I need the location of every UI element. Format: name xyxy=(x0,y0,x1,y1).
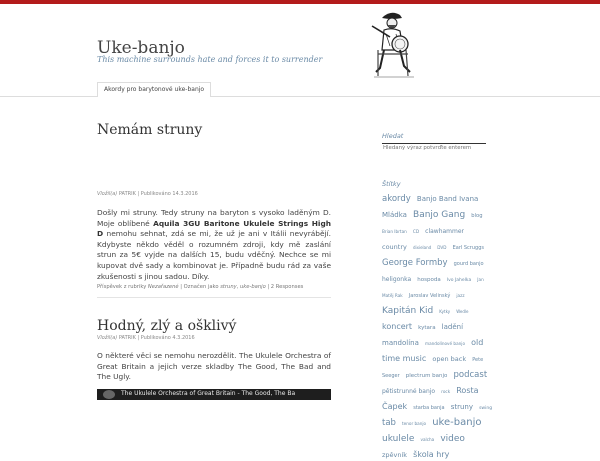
tag-cloud-item[interactable]: rock xyxy=(441,389,451,394)
tag-cloud-item[interactable]: tenor banjo xyxy=(402,421,427,426)
tag-cloud-item[interactable]: Wedle xyxy=(456,309,469,314)
tag-cloud-item[interactable]: ladění xyxy=(441,323,464,331)
tag-cloud-item[interactable]: Jan Matěj Rak xyxy=(382,277,484,298)
tag-cloud-item[interactable]: clawhammer xyxy=(425,228,465,235)
post-meta xyxy=(97,335,195,341)
post-date[interactable]: 14.3.2016 xyxy=(172,191,198,197)
tag-cloud-item[interactable]: Banjo Gang xyxy=(413,210,466,220)
tag-cloud-item[interactable]: CD xyxy=(412,229,420,234)
meta-prefix: Vložil(a) xyxy=(97,191,118,197)
tag-cloud xyxy=(382,188,494,460)
tag-cloud-item[interactable]: Kytky xyxy=(439,309,451,314)
video-title[interactable]: The Ukulele Orchestra of Great Britain - The Good, The Ba xyxy=(121,390,296,397)
banjo-player-illustration xyxy=(366,6,426,80)
tag-cloud-item[interactable]: DVD xyxy=(437,245,447,250)
tag-cloud-item[interactable]: struny xyxy=(450,403,473,411)
post-body xyxy=(97,208,331,282)
tag-cloud-item[interactable]: valcha xyxy=(420,437,435,442)
post-title-hodny-zly-osklivy[interactable]: Hodný, zlý a ošklivý xyxy=(97,318,237,334)
tag-cloud-item[interactable]: Rosta Čapek xyxy=(382,386,479,411)
post-title-nemam-struny[interactable]: Nemám struny xyxy=(97,122,203,138)
tag-cloud-item[interactable]: open back xyxy=(432,355,467,363)
responses-link[interactable]: | 2 Responses xyxy=(267,284,304,290)
tag-cloud-item[interactable]: starba banja xyxy=(413,405,445,411)
tag-cloud-item[interactable]: heligonka xyxy=(382,276,412,283)
post-footer-meta: Příspěvek z rubriky Nezařazené | Označen jako struny, uke-banjo | 2 Responses xyxy=(97,284,304,290)
tag-cloud-item[interactable]: swing xyxy=(479,406,493,411)
tag-cloud-item[interactable]: Ivo Jahelka xyxy=(446,278,472,283)
footer-tags-prefix: | Označen jako xyxy=(180,284,219,290)
tag-cloud-item[interactable]: jazz xyxy=(456,293,465,298)
footer-prefix: Příspěvek z rubriky xyxy=(97,284,147,290)
nav-divider xyxy=(0,96,600,97)
tag-cloud-item[interactable]: Brian Ibrtan xyxy=(382,229,407,234)
strings-link[interactable]: Aquila 3GU Baritone Ukulele Strings High D xyxy=(97,218,331,239)
tag-cloud-item[interactable]: koncert xyxy=(382,322,413,331)
tag-cloud-item[interactable]: mandolínové banjo xyxy=(424,341,466,346)
tags-label: Štítky xyxy=(382,180,401,188)
tag-cloud-item[interactable]: country xyxy=(382,243,407,251)
tag-cloud-item[interactable]: gourd banjo xyxy=(453,261,484,267)
channel-avatar-icon xyxy=(103,390,115,399)
tag-cloud-item[interactable]: ukulele xyxy=(382,434,415,444)
tag-cloud-item[interactable]: blog xyxy=(471,213,483,219)
tag-cloud-item[interactable]: video xyxy=(440,434,465,444)
top-accent-bar xyxy=(0,0,600,4)
tag-cloud-item[interactable]: Kapitán Kid xyxy=(382,306,434,316)
tag-cloud-item[interactable]: škola hry xyxy=(413,450,450,459)
meta-prefix: Vložil(a) xyxy=(97,335,118,341)
post-meta xyxy=(97,191,198,197)
tag-cloud-item[interactable]: pětistrunné banjo xyxy=(382,388,436,395)
tag-cloud-item[interactable]: plectrum banjo xyxy=(405,373,448,379)
tag-cloud-item[interactable]: hospoda xyxy=(417,277,441,283)
tag-cloud-item[interactable]: George Formby xyxy=(382,258,448,268)
tag-cloud-item[interactable]: uke-banjo xyxy=(432,417,482,428)
site-title[interactable]: Uke-banjo xyxy=(97,38,185,58)
site-tagline: This machine surrounds hate and forces it to surrender xyxy=(97,55,323,64)
tag-cloud-item[interactable]: Jaroslav Velinský xyxy=(408,293,451,299)
post-body-part-2: nemohu sehnat, zdá se mi, že už je ani v Itálii nevyrábějí. Kdybyste někdo věděl o rozumném zdroji, kdy mě zaslání strun za 5€ vyjde na dalších 15, budu vděčný. Nechce se mi kupovat dvě sady a kombinovat je. Případně budu rád za vaše zkušenosti s jinou sadou. Díky. xyxy=(97,229,331,281)
nav-tab-akordy[interactable]: Akordy pro barytonové uke-banjo xyxy=(97,82,211,97)
category-link[interactable]: Nezařazené xyxy=(147,284,179,290)
tag-cloud-item[interactable]: Earl Scruggs xyxy=(452,245,484,251)
meta-separator: | Publikováno xyxy=(137,191,171,197)
meta-separator: | Publikováno xyxy=(137,335,171,341)
tag-cloud-item[interactable]: zpěvník xyxy=(382,451,408,459)
tag-cloud-item[interactable]: podcast xyxy=(453,370,488,380)
post-body: O některé věci se nemohu nerozdělit. The Ukulele Orchestra of Great Britain a jejich verze skladby The Good, The Bad and The Ugly. xyxy=(97,351,331,382)
post-divider xyxy=(97,297,331,298)
post-author[interactable]: PATRIK xyxy=(118,335,136,341)
tag-link-struny[interactable]: struny xyxy=(220,284,237,290)
video-embed[interactable] xyxy=(97,389,331,400)
tag-cloud-item[interactable]: Pete Seeger xyxy=(382,357,484,379)
tag-link-uke-banjo[interactable]: uke-banjo xyxy=(240,284,266,290)
tag-cloud-item[interactable]: dixieland xyxy=(412,245,432,250)
post-body-part-1: Došly mi struny. Tedy struny na baryton s vysoko laděným D. Moje oblíbené xyxy=(97,208,331,228)
search-input[interactable] xyxy=(382,143,486,152)
tag-cloud-item[interactable]: mandolína xyxy=(382,339,419,347)
tag-cloud-item[interactable]: tab xyxy=(382,418,396,428)
tag-cloud-item[interactable]: old time music xyxy=(382,338,484,363)
search-label: Hledat xyxy=(382,132,404,140)
tag-cloud-item[interactable]: kytara xyxy=(418,325,436,331)
post-author[interactable]: PATRIK xyxy=(118,191,136,197)
tag-cloud-item[interactable]: akordy xyxy=(382,194,411,204)
tag-cloud-item[interactable]: Banjo Band Ivana Mládka xyxy=(382,195,479,219)
post-date[interactable]: 4.3.2016 xyxy=(172,335,195,341)
